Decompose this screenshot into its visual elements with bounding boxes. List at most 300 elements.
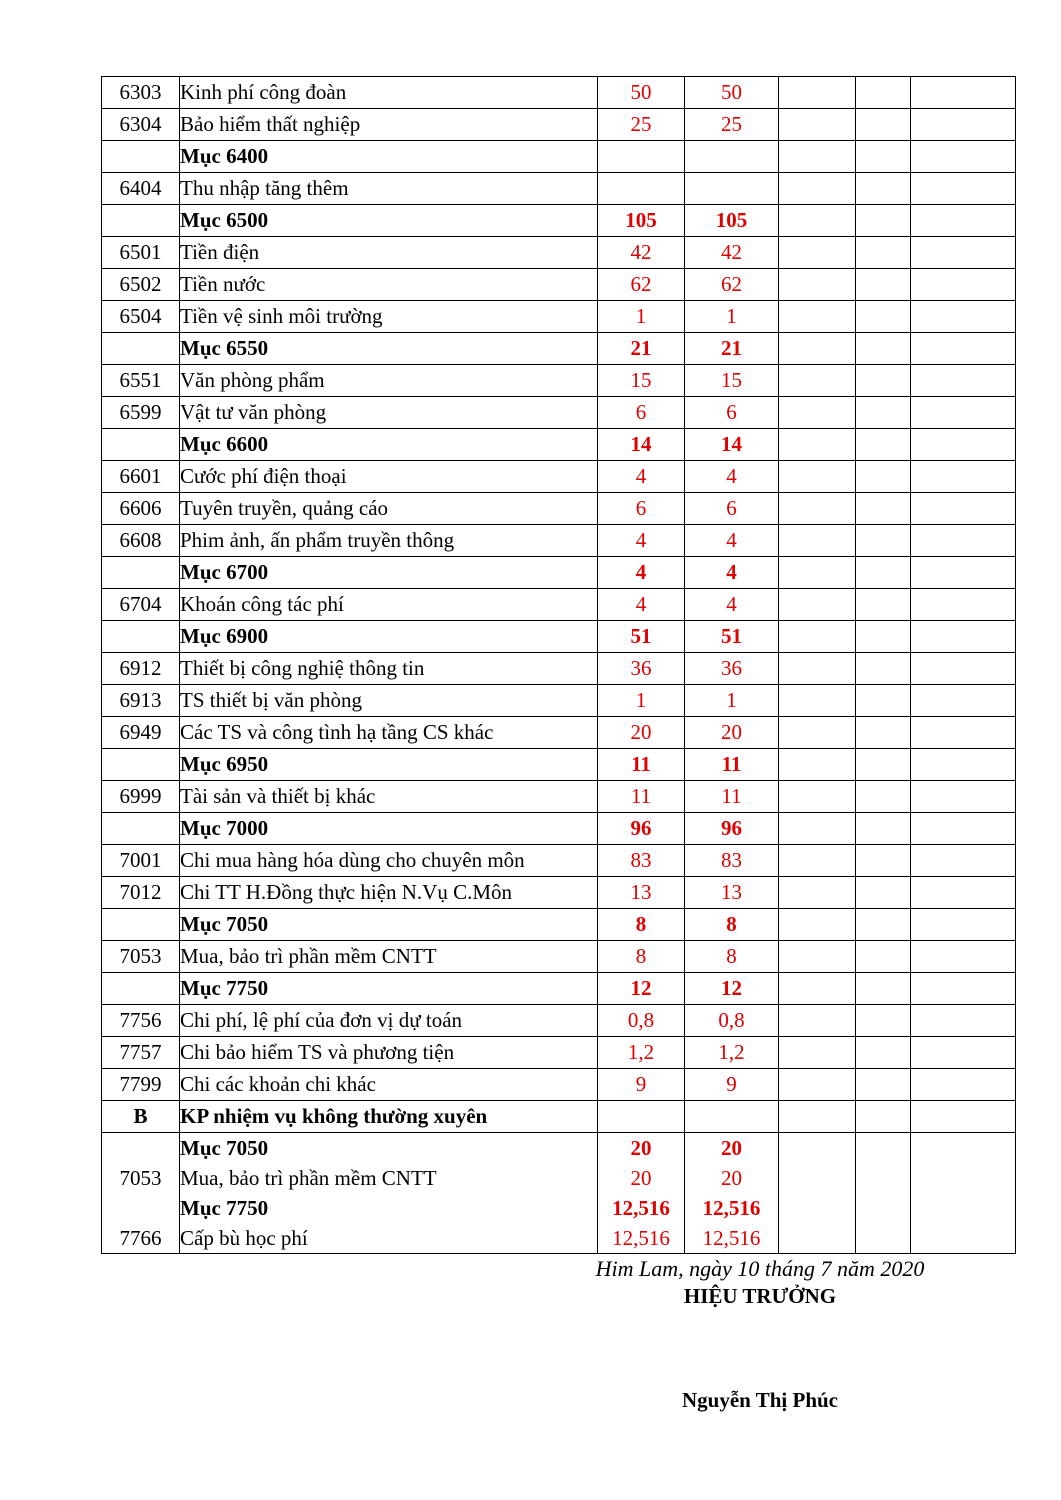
empty-cell xyxy=(856,1193,911,1223)
group-row xyxy=(102,621,1016,653)
row-name: Văn phòng phẩm xyxy=(180,365,598,397)
table-row xyxy=(102,941,1016,973)
table-row xyxy=(102,461,1016,493)
empty-cell xyxy=(779,877,856,909)
empty-cell xyxy=(856,1223,911,1254)
empty-cell xyxy=(911,589,1016,621)
table-row xyxy=(102,301,1016,333)
empty-cell xyxy=(911,109,1016,141)
value-1: 11 xyxy=(598,749,685,781)
value-1: 8 xyxy=(598,941,685,973)
empty-cell xyxy=(856,205,911,237)
value-1 xyxy=(598,141,685,173)
empty-cell xyxy=(911,1193,1016,1223)
row-code: 6404 xyxy=(102,173,180,205)
row-name: Mục 7050 xyxy=(180,909,598,941)
empty-cell xyxy=(779,461,856,493)
empty-cell xyxy=(779,429,856,461)
empty-cell xyxy=(779,1223,856,1254)
row-code xyxy=(102,973,180,1005)
value-1: 8 xyxy=(598,909,685,941)
row-name: Mục 6600 xyxy=(180,429,598,461)
value-2 xyxy=(685,1101,779,1133)
row-code: 6913 xyxy=(102,685,180,717)
row-name: Tiền điện xyxy=(180,237,598,269)
value-1: 50 xyxy=(598,77,685,109)
row-code xyxy=(102,333,180,365)
value-1: 6 xyxy=(598,397,685,429)
empty-cell xyxy=(911,653,1016,685)
place-date: Him Lam, ngày 10 tháng 7 năm 2020 xyxy=(595,1256,925,1281)
row-name: Khoán công tác phí xyxy=(180,589,598,621)
value-1: 1,2 xyxy=(598,1037,685,1069)
empty-cell xyxy=(856,365,911,397)
empty-cell xyxy=(911,333,1016,365)
empty-cell xyxy=(856,525,911,557)
table-row xyxy=(102,237,1016,269)
row-code: 6599 xyxy=(102,397,180,429)
value-1: 9 xyxy=(598,1069,685,1101)
empty-cell xyxy=(779,1005,856,1037)
row-name: Chi bảo hiểm TS và phương tiện xyxy=(180,1037,598,1069)
empty-cell xyxy=(856,109,911,141)
row-code: 6999 xyxy=(102,781,180,813)
value-1: 12 xyxy=(598,973,685,1005)
value-2: 21 xyxy=(685,333,779,365)
row-name: Mục 7750 xyxy=(180,973,598,1005)
value-1: 13 xyxy=(598,877,685,909)
row-name: Thiết bị công nghiệ thông tin xyxy=(180,653,598,685)
table-row xyxy=(102,173,1016,205)
empty-cell xyxy=(856,1037,911,1069)
empty-cell xyxy=(779,141,856,173)
empty-cell xyxy=(779,109,856,141)
empty-cell xyxy=(856,941,911,973)
row-name: Chi phí, lệ phí của đơn vị dự toán xyxy=(180,1005,598,1037)
row-code: 6502 xyxy=(102,269,180,301)
row-code: 6304 xyxy=(102,109,180,141)
row-code: 7756 xyxy=(102,1005,180,1037)
table-row xyxy=(102,1163,1016,1193)
value-2: 36 xyxy=(685,653,779,685)
value-2: 12,516 xyxy=(685,1223,779,1254)
value-1: 0,8 xyxy=(598,1005,685,1037)
row-name: Mục 6500 xyxy=(180,205,598,237)
row-code: 6949 xyxy=(102,717,180,749)
row-code: 6501 xyxy=(102,237,180,269)
empty-cell xyxy=(856,845,911,877)
empty-cell xyxy=(911,397,1016,429)
empty-cell xyxy=(779,77,856,109)
empty-cell xyxy=(779,301,856,333)
empty-cell xyxy=(779,557,856,589)
budget-table xyxy=(101,76,1016,1254)
empty-cell xyxy=(779,717,856,749)
row-name: Mục 7750 xyxy=(180,1193,598,1223)
value-2: 13 xyxy=(685,877,779,909)
empty-cell xyxy=(779,845,856,877)
empty-cell xyxy=(911,877,1016,909)
empty-cell xyxy=(779,1163,856,1193)
table-row xyxy=(102,781,1016,813)
empty-cell xyxy=(856,77,911,109)
value-1: 105 xyxy=(598,205,685,237)
table-row xyxy=(102,397,1016,429)
value-2: 20 xyxy=(685,717,779,749)
value-2: 1 xyxy=(685,301,779,333)
empty-cell xyxy=(856,1005,911,1037)
empty-cell xyxy=(779,365,856,397)
empty-cell xyxy=(911,429,1016,461)
value-2: 0,8 xyxy=(685,1005,779,1037)
row-name: Tài sản và thiết bị khác xyxy=(180,781,598,813)
table-row xyxy=(102,1069,1016,1101)
table-row xyxy=(102,77,1016,109)
signatory-name: Nguyễn Thị Phúc xyxy=(682,1388,838,1412)
row-code: 7799 xyxy=(102,1069,180,1101)
value-1: 20 xyxy=(598,717,685,749)
value-1: 11 xyxy=(598,781,685,813)
value-1: 96 xyxy=(598,813,685,845)
value-1: 6 xyxy=(598,493,685,525)
empty-cell xyxy=(856,1133,911,1164)
row-name: Phim ảnh, ấn phẩm truyền thông xyxy=(180,525,598,557)
value-2: 20 xyxy=(685,1133,779,1164)
empty-cell xyxy=(911,845,1016,877)
empty-cell xyxy=(856,973,911,1005)
row-name: Mục 6700 xyxy=(180,557,598,589)
empty-cell xyxy=(856,557,911,589)
row-name: Chi TT H.Đồng thực hiện N.Vụ C.Môn xyxy=(180,877,598,909)
empty-cell xyxy=(779,589,856,621)
empty-cell xyxy=(856,333,911,365)
empty-cell xyxy=(779,493,856,525)
row-code xyxy=(102,1193,180,1223)
empty-cell xyxy=(911,941,1016,973)
value-2: 8 xyxy=(685,941,779,973)
empty-cell xyxy=(911,205,1016,237)
value-2: 12,516 xyxy=(685,1193,779,1223)
empty-cell xyxy=(911,141,1016,173)
empty-cell xyxy=(911,1037,1016,1069)
row-code: 6551 xyxy=(102,365,180,397)
empty-cell xyxy=(856,141,911,173)
empty-cell xyxy=(779,269,856,301)
row-code: 7053 xyxy=(102,1163,180,1193)
value-2: 42 xyxy=(685,237,779,269)
table-row xyxy=(102,1005,1016,1037)
empty-cell xyxy=(911,557,1016,589)
empty-cell xyxy=(856,749,911,781)
empty-cell xyxy=(911,909,1016,941)
empty-cell xyxy=(779,1037,856,1069)
row-name: Cước phí điện thoại xyxy=(180,461,598,493)
value-1: 36 xyxy=(598,653,685,685)
empty-cell xyxy=(911,749,1016,781)
value-2: 11 xyxy=(685,749,779,781)
empty-cell xyxy=(856,301,911,333)
value-1: 4 xyxy=(598,461,685,493)
row-name: Thu nhập tăng thêm xyxy=(180,173,598,205)
empty-cell xyxy=(911,1069,1016,1101)
empty-cell xyxy=(779,653,856,685)
empty-cell xyxy=(911,1005,1016,1037)
empty-cell xyxy=(779,813,856,845)
value-2: 20 xyxy=(685,1163,779,1193)
value-2: 6 xyxy=(685,493,779,525)
empty-cell xyxy=(856,781,911,813)
value-2: 11 xyxy=(685,781,779,813)
value-1: 1 xyxy=(598,301,685,333)
row-name: Mục 6950 xyxy=(180,749,598,781)
group-row xyxy=(102,973,1016,1005)
empty-cell xyxy=(779,909,856,941)
row-code xyxy=(102,909,180,941)
value-2: 62 xyxy=(685,269,779,301)
value-1: 83 xyxy=(598,845,685,877)
group-row xyxy=(102,1133,1016,1164)
row-code: 6601 xyxy=(102,461,180,493)
empty-cell xyxy=(779,973,856,1005)
value-2: 4 xyxy=(685,557,779,589)
table-row xyxy=(102,365,1016,397)
value-1: 12,516 xyxy=(598,1223,685,1254)
value-1: 4 xyxy=(598,557,685,589)
table-row xyxy=(102,1223,1016,1254)
row-name: Kinh phí công đoàn xyxy=(180,77,598,109)
row-code: 6303 xyxy=(102,77,180,109)
empty-cell xyxy=(911,365,1016,397)
value-1: 20 xyxy=(598,1163,685,1193)
empty-cell xyxy=(856,621,911,653)
group-row xyxy=(102,429,1016,461)
table-row xyxy=(102,877,1016,909)
empty-cell xyxy=(856,909,911,941)
value-2: 1,2 xyxy=(685,1037,779,1069)
row-name: Chi các khoản chi khác xyxy=(180,1069,598,1101)
row-code xyxy=(102,205,180,237)
empty-cell xyxy=(911,1133,1016,1164)
empty-cell xyxy=(911,813,1016,845)
row-code xyxy=(102,813,180,845)
empty-cell xyxy=(779,173,856,205)
value-2 xyxy=(685,141,779,173)
value-1: 42 xyxy=(598,237,685,269)
row-code: B xyxy=(102,1101,180,1133)
group-row xyxy=(102,205,1016,237)
empty-cell xyxy=(856,1101,911,1133)
row-name: Mua, bảo trì phần mềm CNTT xyxy=(180,1163,598,1193)
row-code: 7757 xyxy=(102,1037,180,1069)
row-name: Bảo hiểm thất nghiệp xyxy=(180,109,598,141)
value-2: 4 xyxy=(685,461,779,493)
value-1: 62 xyxy=(598,269,685,301)
value-2: 25 xyxy=(685,109,779,141)
empty-cell xyxy=(911,493,1016,525)
value-2: 1 xyxy=(685,685,779,717)
empty-cell xyxy=(779,333,856,365)
value-1: 14 xyxy=(598,429,685,461)
empty-cell xyxy=(856,173,911,205)
value-2: 50 xyxy=(685,77,779,109)
empty-cell xyxy=(911,173,1016,205)
empty-cell xyxy=(779,781,856,813)
empty-cell xyxy=(779,1101,856,1133)
row-name: Chi mua hàng hóa dùng cho chuyên môn xyxy=(180,845,598,877)
empty-cell xyxy=(779,205,856,237)
row-name: Mục 7050 xyxy=(180,1133,598,1164)
row-code: 6704 xyxy=(102,589,180,621)
empty-cell xyxy=(856,237,911,269)
empty-cell xyxy=(779,1133,856,1164)
row-name: TS thiết bị văn phòng xyxy=(180,685,598,717)
empty-cell xyxy=(779,749,856,781)
empty-cell xyxy=(911,269,1016,301)
row-code xyxy=(102,749,180,781)
value-1: 25 xyxy=(598,109,685,141)
value-2: 105 xyxy=(685,205,779,237)
value-1: 15 xyxy=(598,365,685,397)
empty-cell xyxy=(856,1069,911,1101)
empty-cell xyxy=(779,237,856,269)
row-name: Cấp bù học phí xyxy=(180,1223,598,1254)
empty-cell xyxy=(911,301,1016,333)
value-1: 4 xyxy=(598,525,685,557)
empty-cell xyxy=(856,653,911,685)
value-2: 9 xyxy=(685,1069,779,1101)
row-name: Mua, bảo trì phần mềm CNTT xyxy=(180,941,598,973)
value-2: 83 xyxy=(685,845,779,877)
empty-cell xyxy=(856,269,911,301)
row-code xyxy=(102,429,180,461)
empty-cell xyxy=(911,717,1016,749)
value-2 xyxy=(685,173,779,205)
row-name: Mục 6400 xyxy=(180,141,598,173)
empty-cell xyxy=(911,77,1016,109)
row-code: 7001 xyxy=(102,845,180,877)
empty-cell xyxy=(856,589,911,621)
value-1: 51 xyxy=(598,621,685,653)
empty-cell xyxy=(779,621,856,653)
value-1: 20 xyxy=(598,1133,685,1164)
row-name: Tiền nước xyxy=(180,269,598,301)
table-row xyxy=(102,717,1016,749)
section-row xyxy=(102,1101,1016,1133)
row-code xyxy=(102,557,180,589)
value-2: 4 xyxy=(685,525,779,557)
row-code: 6606 xyxy=(102,493,180,525)
group-row xyxy=(102,749,1016,781)
value-2: 12 xyxy=(685,973,779,1005)
table-row xyxy=(102,1037,1016,1069)
empty-cell xyxy=(779,1193,856,1223)
row-code: 6912 xyxy=(102,653,180,685)
row-code: 6608 xyxy=(102,525,180,557)
group-row xyxy=(102,1193,1016,1223)
empty-cell xyxy=(856,813,911,845)
row-code xyxy=(102,141,180,173)
empty-cell xyxy=(911,525,1016,557)
value-2: 8 xyxy=(685,909,779,941)
value-1 xyxy=(598,173,685,205)
value-2: 6 xyxy=(685,397,779,429)
row-name: Mục 6550 xyxy=(180,333,598,365)
group-row xyxy=(102,909,1016,941)
value-1: 1 xyxy=(598,685,685,717)
table-row xyxy=(102,109,1016,141)
group-row xyxy=(102,557,1016,589)
empty-cell xyxy=(911,781,1016,813)
table-row xyxy=(102,589,1016,621)
row-name: Các TS và công tình hạ tầng CS khác xyxy=(180,717,598,749)
empty-cell xyxy=(911,461,1016,493)
table-row xyxy=(102,493,1016,525)
empty-cell xyxy=(856,397,911,429)
table-row xyxy=(102,845,1016,877)
group-row xyxy=(102,813,1016,845)
value-1: 21 xyxy=(598,333,685,365)
empty-cell xyxy=(779,685,856,717)
row-name: KP nhiệm vụ không thường xuyên xyxy=(180,1101,598,1133)
empty-cell xyxy=(856,685,911,717)
value-2: 96 xyxy=(685,813,779,845)
row-name: Vật tư văn phòng xyxy=(180,397,598,429)
row-name: Tiền vệ sinh môi trường xyxy=(180,301,598,333)
row-code: 6504 xyxy=(102,301,180,333)
group-row xyxy=(102,141,1016,173)
empty-cell xyxy=(911,237,1016,269)
table-row xyxy=(102,653,1016,685)
empty-cell xyxy=(779,397,856,429)
row-code: 7012 xyxy=(102,877,180,909)
table-row xyxy=(102,685,1016,717)
empty-cell xyxy=(856,461,911,493)
value-1: 12,516 xyxy=(598,1193,685,1223)
row-code xyxy=(102,1133,180,1164)
empty-cell xyxy=(779,1069,856,1101)
table-row xyxy=(102,525,1016,557)
value-2: 4 xyxy=(685,589,779,621)
row-code xyxy=(102,621,180,653)
row-code: 7766 xyxy=(102,1223,180,1254)
row-code: 7053 xyxy=(102,941,180,973)
empty-cell xyxy=(911,621,1016,653)
empty-cell xyxy=(779,525,856,557)
signatory-title: HIỆU TRƯỞNG xyxy=(683,1284,837,1308)
empty-cell xyxy=(911,1163,1016,1193)
table-row xyxy=(102,269,1016,301)
empty-cell xyxy=(911,685,1016,717)
empty-cell xyxy=(911,1223,1016,1254)
empty-cell xyxy=(856,1163,911,1193)
empty-cell xyxy=(856,717,911,749)
value-1 xyxy=(598,1101,685,1133)
value-2: 51 xyxy=(685,621,779,653)
group-row xyxy=(102,333,1016,365)
empty-cell xyxy=(779,941,856,973)
row-name: Mục 7000 xyxy=(180,813,598,845)
value-2: 14 xyxy=(685,429,779,461)
empty-cell xyxy=(911,973,1016,1005)
value-2: 15 xyxy=(685,365,779,397)
empty-cell xyxy=(856,877,911,909)
row-name: Mục 6900 xyxy=(180,621,598,653)
value-1: 4 xyxy=(598,589,685,621)
empty-cell xyxy=(911,1101,1016,1133)
empty-cell xyxy=(856,429,911,461)
empty-cell xyxy=(856,493,911,525)
row-name: Tuyên truyền, quảng cáo xyxy=(180,493,598,525)
